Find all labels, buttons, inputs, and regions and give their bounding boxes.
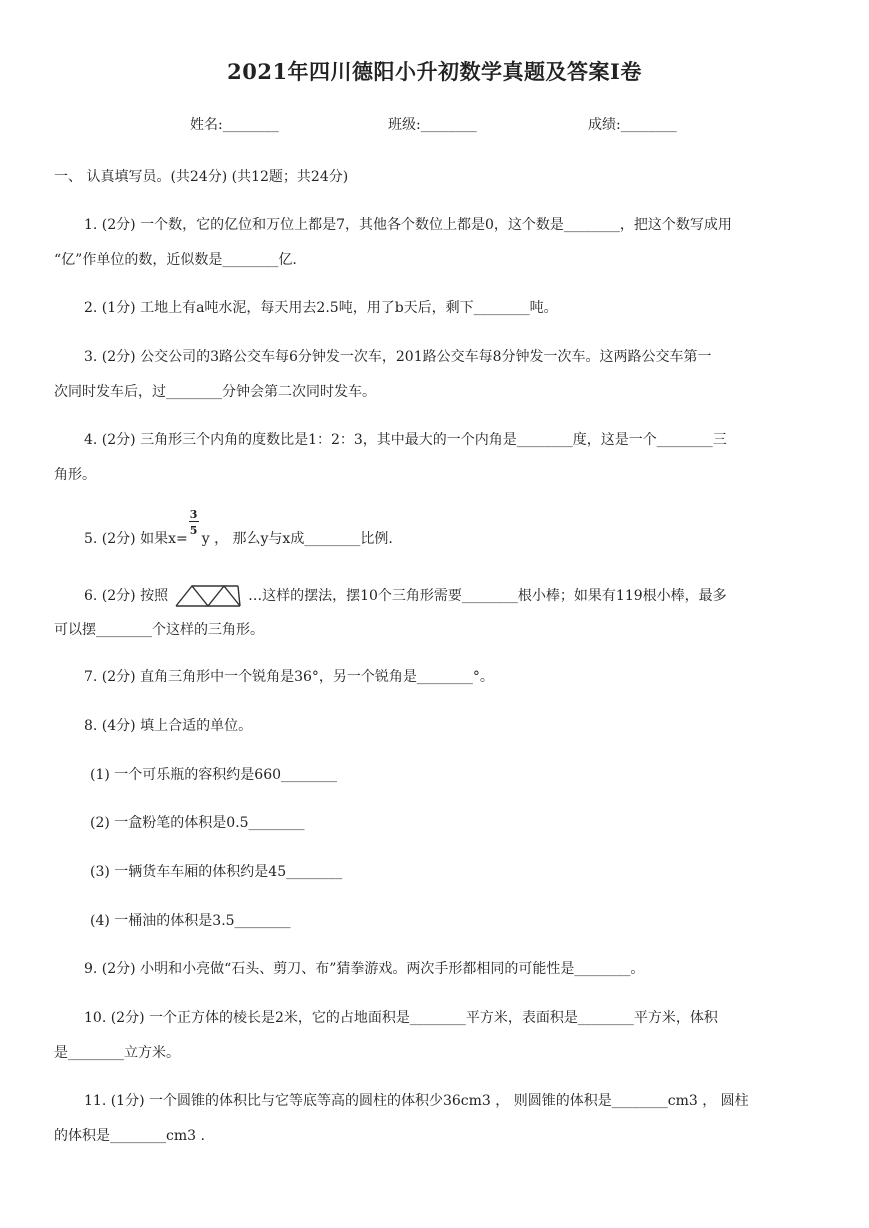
question-11-line-2: 的体积是________cm3 . xyxy=(54,1128,205,1144)
question-6-line-2: 可以摆________个这样的三角形。 xyxy=(54,622,264,638)
question-8-item-2: (2) 一盒粉笔的体积是0.5________ xyxy=(90,815,305,831)
question-6-suffix: …这样的摆法，摆10个三角形需要________根小棒；如果有119根小棒，最多 xyxy=(248,588,727,604)
name-field: 姓名:________ xyxy=(190,117,279,133)
question-4-line-1: 4. (2分) 三角形三个内角的度数比是1：2：3，其中最大的一个内角是________度，这是一个________三 xyxy=(84,432,727,448)
section-heading: 一、 认真填写员。(共24分) (共12题；共24分) xyxy=(54,169,349,185)
fraction-denominator: 5 xyxy=(189,524,198,537)
question-4-line-2: 角形。 xyxy=(54,467,96,483)
triangle-sticks-icon xyxy=(174,584,244,608)
question-8-heading: 8. (4分) 填上合适的单位。 xyxy=(84,718,253,734)
question-3-line-2: 次同时发车后，过________分钟会第二次同时发车。 xyxy=(54,384,376,400)
question-8-item-1: (1) 一个可乐瓶的容积约是660________ xyxy=(90,767,338,783)
question-8-item-3: (3) 一辆货车车厢的体积约是45________ xyxy=(90,864,343,880)
question-7: 7. (2分) 直角三角形中一个锐角是36°，另一个锐角是________°。 xyxy=(84,669,494,685)
question-5-suffix: y ， 那么y与x成________比例. xyxy=(201,531,393,547)
score-field: 成绩:________ xyxy=(588,117,677,133)
question-2: 2. (1分) 工地上有a吨水泥，每天用去2.5吨，用了b天后，剩下________吨。 xyxy=(84,300,558,316)
question-1-line-1: 1. (2分) 一个数，它的亿位和万位上都是7，其他各个数位上都是0，这个数是________，把这个数写成用 xyxy=(84,217,732,233)
question-10-line-1: 10. (2分) 一个正方体的棱长是2米，它的占地面积是________平方米，表面积是________平方米，体积 xyxy=(84,1010,718,1026)
question-5 xyxy=(84,508,393,548)
fraction-bar xyxy=(189,521,199,522)
question-6-line-1 xyxy=(84,584,727,608)
question-9: 9. (2分) 小明和小亮做“石头、剪刀、布”猜拳游戏。两次手形都相同的可能性是________。 xyxy=(84,961,645,977)
class-field: 班级:________ xyxy=(388,117,477,133)
question-11-line-1: 11. (1分) 一个圆锥的体积比与它等底等高的圆柱的体积少36cm3 ， 则圆锥的体积是________cm3 ， 圆柱 xyxy=(84,1093,749,1109)
question-6-prefix: 6. (2分) 按照 xyxy=(84,588,169,604)
fraction-three-fifths xyxy=(188,508,202,547)
fraction-numerator: 3 xyxy=(189,508,198,521)
question-5-prefix: 5. (2分) 如果x= xyxy=(84,531,188,547)
question-1-line-2: “亿”作单位的数，近似数是________亿. xyxy=(54,252,297,268)
question-10-line-2: 是________立方米。 xyxy=(54,1045,180,1061)
question-3-line-1: 3. (2分) 公交公司的3路公交车每6分钟发一次车，201路公交车每8分钟发一次车。这两路公交车第一 xyxy=(84,349,712,365)
question-8-item-4: (4) 一桶油的体积是3.5________ xyxy=(90,913,291,929)
page-title: 2021年四川德阳小升初数学真题及答案Ⅰ卷 xyxy=(227,59,642,84)
